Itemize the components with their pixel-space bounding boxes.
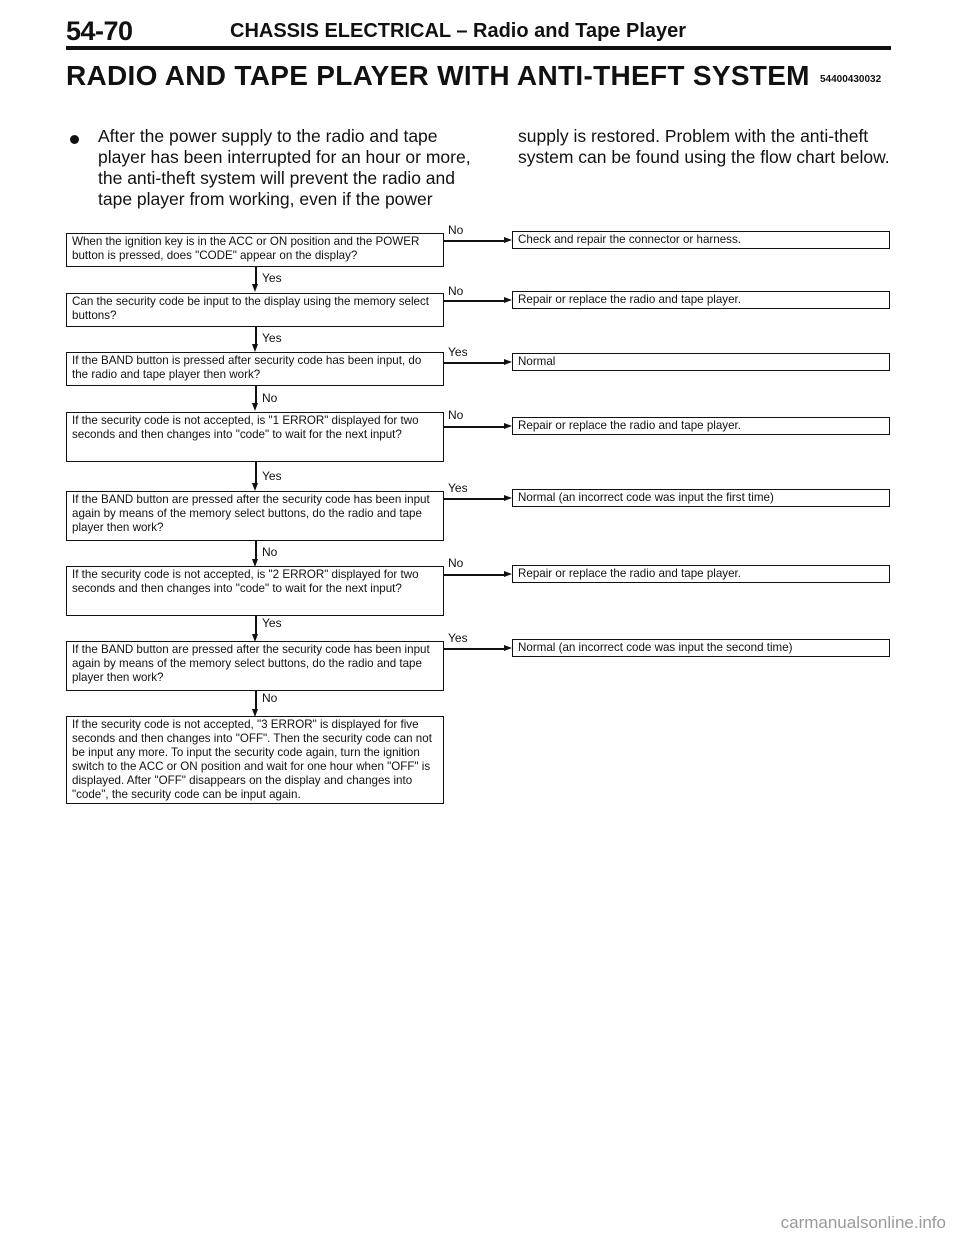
connector-right-2 [444, 300, 504, 302]
arrow-right-icon [504, 237, 512, 243]
connector-right-5 [444, 498, 504, 500]
connector-down-1 [255, 267, 257, 285]
arrow-right-icon [504, 495, 512, 501]
branch-label-4: No [448, 408, 464, 422]
connector-right-7 [444, 648, 504, 650]
connector-right-1 [444, 240, 504, 242]
question-box-1: When the ignition key is in the ACC or ON position and the POWER button is pressed, does "CODE" appear on the display? [66, 233, 444, 267]
arrow-right-icon [504, 297, 512, 303]
page-title: RADIO AND TAPE PLAYER WITH ANTI-THEFT SYSTEM [66, 60, 810, 91]
question-box-7: If the BAND button are pressed after the security code has been input again by means of the memory select buttons, do the radio and tape player then work? [66, 641, 444, 691]
final-note-box: If the security code is not accepted, "3 ERROR" is displayed for five seconds and then changes into "OFF". Then the security code can not be input any more. To input the security code again, turn the ignition switch to the ACC or ON position and wait for one hour when "OFF" is displayed. After "OFF" disappears on the display and changes into "code", the security code can be input again. [66, 716, 444, 804]
intro-text-left: After the power supply to the radio and tape player has been interrupted for an hour or more, the anti-theft system will prevent the radio and tape player from working, even if the power [98, 126, 471, 209]
result-box-1: Check and repair the connector or harness. [512, 231, 890, 249]
down-label-7: No [262, 691, 278, 705]
arrow-down-icon [252, 284, 258, 292]
arrow-right-icon [504, 571, 512, 577]
down-label-2: Yes [262, 331, 282, 345]
branch-label-5: Yes [448, 481, 468, 495]
connector-down-7 [255, 691, 257, 710]
connector-right-3 [444, 362, 504, 364]
result-box-6: Repair or replace the radio and tape player. [512, 565, 890, 583]
down-label-5: No [262, 545, 278, 559]
result-box-2: Repair or replace the radio and tape player. [512, 291, 890, 309]
arrow-down-icon [252, 483, 258, 491]
branch-label-2: No [448, 284, 464, 298]
result-box-4: Repair or replace the radio and tape player. [512, 417, 890, 435]
question-box-3: If the BAND button is pressed after security code has been input, do the radio and tape player then work? [66, 352, 444, 386]
connector-down-4 [255, 462, 257, 484]
branch-label-7: Yes [448, 631, 468, 645]
arrow-down-icon [252, 403, 258, 411]
branch-label-1: No [448, 223, 464, 237]
branch-label-3: Yes [448, 345, 468, 359]
down-label-1: Yes [262, 271, 282, 285]
document-code: 54400430032 [820, 74, 882, 85]
question-box-5: If the BAND button are pressed after the security code has been input again by means of the memory select buttons, do the radio and tape player then work? [66, 491, 444, 541]
branch-label-6: No [448, 556, 464, 570]
arrow-right-icon [504, 423, 512, 429]
connector-down-2 [255, 327, 257, 345]
question-box-2: Can the security code be input to the display using the memory select buttons? [66, 293, 444, 327]
arrow-right-icon [504, 645, 512, 651]
connector-down-6 [255, 616, 257, 635]
question-box-6: If the security code is not accepted, is "2 ERROR" displayed for two seconds and then changes into "code" to wait for the next input? [66, 566, 444, 616]
connector-down-5 [255, 541, 257, 560]
result-box-7: Normal (an incorrect code was input the second time) [512, 639, 890, 657]
connector-right-4 [444, 426, 504, 428]
connector-down-3 [255, 386, 257, 404]
page-number: 54-70 [66, 16, 133, 46]
bullet-icon [70, 135, 79, 144]
down-label-6: Yes [262, 616, 282, 630]
section-title: CHASSIS ELECTRICAL – Radio and Tape Player [230, 20, 687, 42]
result-box-5: Normal (an incorrect code was input the first time) [512, 489, 890, 507]
intro-text-right: supply is restored. Problem with the anti-theft system can be found using the flow chart below. [518, 126, 890, 167]
result-box-3: Normal [512, 353, 890, 371]
down-label-3: No [262, 391, 278, 405]
arrow-right-icon [504, 359, 512, 365]
header-rule [66, 46, 891, 50]
watermark: carmanualsonline.info [780, 1213, 946, 1232]
arrow-down-icon [252, 344, 258, 352]
down-label-4: Yes [262, 469, 282, 483]
question-box-4: If the security code is not accepted, is "1 ERROR" displayed for two seconds and then changes into "code" to wait for the next input? [66, 412, 444, 462]
connector-right-6 [444, 574, 504, 576]
